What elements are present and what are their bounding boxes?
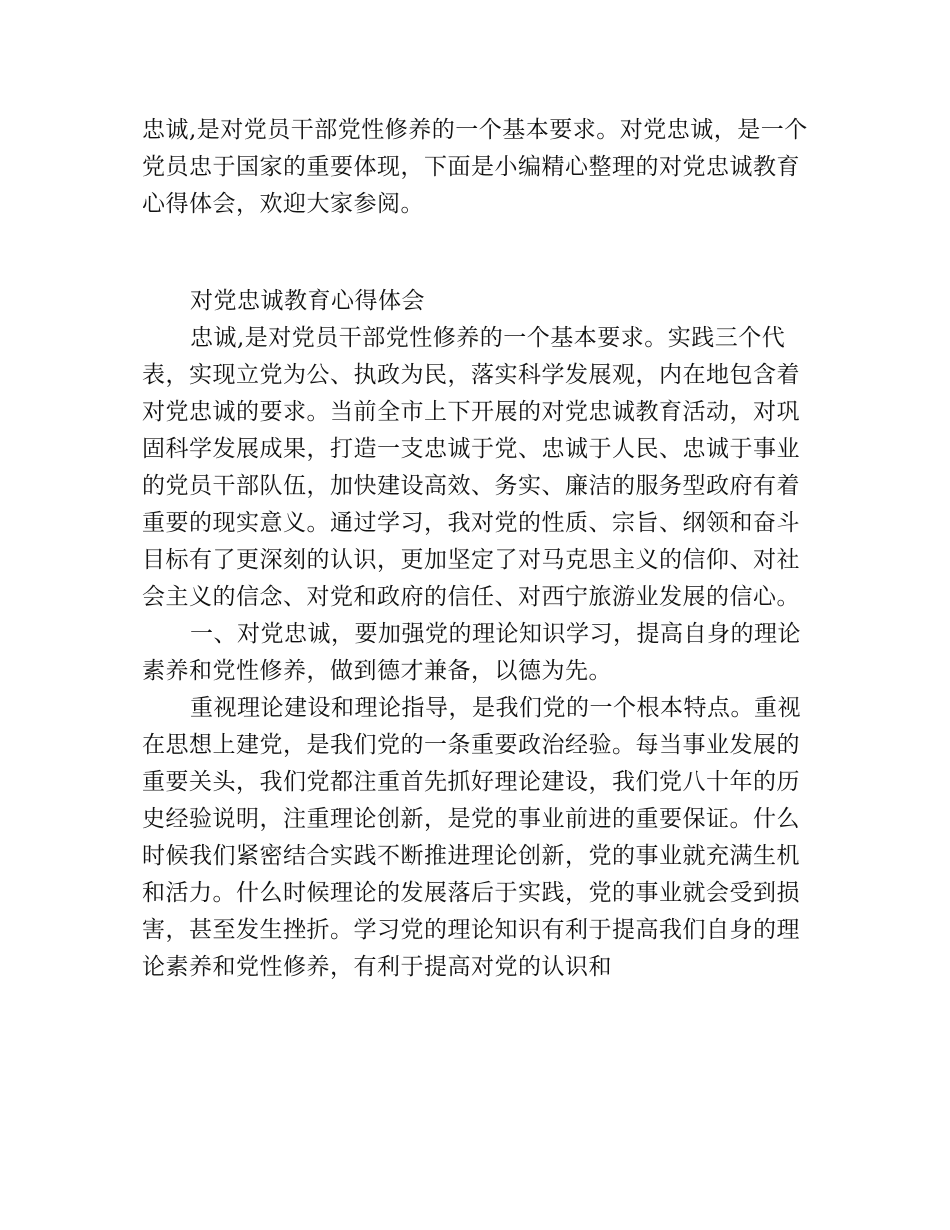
body-paragraph-3: 重视理论建设和理论指导，是我们党的一个根本特点。重视在思想上建党，是我们党的一条重要政治经验。每当事业发展的重要关头，我们党都注重首先抓好理论建设，我们党八十年的历史经验说明，注重理论创新，是党的事业前进的重要保证。什么时候我们紧密结合实践不断推进理论创新，党的事业就充满生机和活力。什么时候理论的发展落后于实践，党的事业就会受到损害，甚至发生挫折。学习党的理论知识有利于提高我们自身的理论素养和党性修养，有利于提高对党的认识和: [142, 695, 801, 980]
article-body: [142, 283, 812, 986]
article-title: 对党忠诚教育心得体会: [190, 288, 425, 314]
intro-paragraph: 忠诚,是对党员干部党性修养的一个基本要求。对党忠诚，是一个党员忠于国家的重要体现，下面是小编精心整理的对党忠诚教育心得体会，欢迎大家参阅。: [142, 117, 808, 217]
body-paragraph-1: 忠诚,是对党员干部党性修养的一个基本要求。实践三个代表，实现立党为公、执政为民，落实科学发展观，内在地包含着对党忠诚的要求。当前全市上下开展的对党忠诚教育活动，对巩固科学发展成果，打造一支忠诚于党、忠诚于人民、忠诚于事业的党员干部队伍，加快建设高效、务实、廉洁的服务型政府有着重要的现实意义。通过学习，我对党的性质、宗旨、纲领和奋斗目标有了更深刻的认识，更加坚定了对马克思主义的信仰、对社会主义的信念、对党和政府的信任、对西宁旅游业发展的信心。: [142, 325, 800, 610]
body-paragraph-2: 一、对党忠诚，要加强党的理论知识学习，提高自身的理论素养和党性修养，做到德才兼备，以德为先。: [142, 621, 801, 684]
intro-block: [142, 112, 812, 223]
